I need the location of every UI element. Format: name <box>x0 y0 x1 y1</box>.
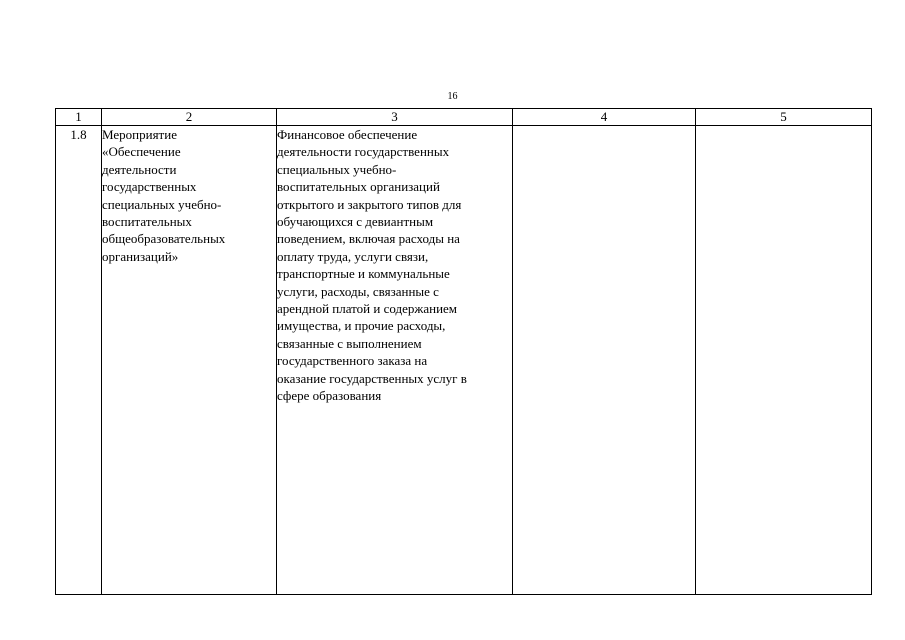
event-name-line: Мероприятие <box>102 127 177 142</box>
description-line: сфере образования <box>277 388 382 404</box>
header-cell-5: 5 <box>696 109 872 126</box>
event-name-cell <box>102 126 277 595</box>
row-number-cell: 1.8 <box>56 126 102 595</box>
header-cell-4: 4 <box>513 109 696 126</box>
description-line: обучающихся с девиантным <box>277 214 434 230</box>
header-cell-3: 3 <box>277 109 513 126</box>
header-cell-2: 2 <box>102 109 277 126</box>
column-5-cell <box>696 126 872 595</box>
event-name-line: организаций» <box>102 248 179 264</box>
header-cell-1: 1 <box>56 109 102 126</box>
description-line: услуги, расходы, связанные с <box>277 283 439 299</box>
description-line: Финансовое обеспечение <box>277 127 418 142</box>
description-line: деятельности государственных <box>277 144 450 160</box>
description-line: открытого и закрытого типов для <box>277 196 462 212</box>
description-line: специальных учебно- <box>277 161 397 177</box>
column-4-cell <box>513 126 696 595</box>
event-name-line: воспитательных <box>102 214 192 230</box>
description-line: оказание государственных услуг в <box>277 370 467 386</box>
event-name-line: специальных учебно- <box>102 196 222 212</box>
description-line: транспортные и коммунальные <box>277 266 450 282</box>
description-line: поведением, включая расходы на <box>277 231 460 247</box>
description-line: арендной платой и содержанием <box>277 301 458 317</box>
event-name-line: деятельности <box>102 161 177 177</box>
description-line: имущества, и прочие расходы, <box>277 318 446 334</box>
event-name-line: общеобразовательных <box>102 231 226 247</box>
event-name-line: «Обеспечение <box>102 144 181 160</box>
description-line: оплату труда, услуги связи, <box>277 248 429 264</box>
description-line: связанные с выполнением <box>277 335 422 351</box>
page-number: 16 <box>447 91 458 102</box>
document-table <box>55 108 872 595</box>
table-row <box>56 126 872 595</box>
description-line: воспитательных организаций <box>277 179 440 195</box>
table-header-row <box>56 109 872 126</box>
description-cell <box>277 126 513 595</box>
description-line: государственного заказа на <box>277 353 428 369</box>
event-name-line: государственных <box>102 179 197 195</box>
